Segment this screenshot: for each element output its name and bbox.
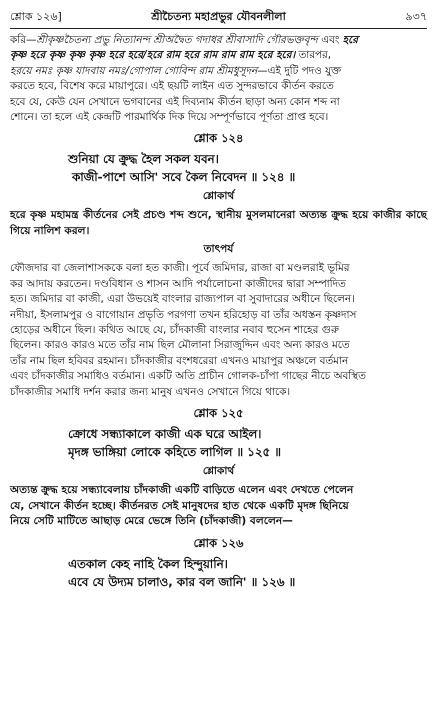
intro-line: করতে হবে, বিশেষ করে মায়াপুরে। এই ছয়টি লাইন এত সুন্দরভাবে কীর্তন করতে [10, 80, 334, 93]
header-divider [10, 28, 427, 29]
translation-line: নিয়ে সেটি মাটিতে আছাড় মেরে ভেঙ্গে তিনি (চাঁদকাজী) বললেন— [10, 515, 293, 528]
intro-paragraph [10, 33, 427, 125]
verse-line: মৃদঙ্গ ভাঙ্গিয়া লোকে কহিতে লাগিল ॥ ১২৫ ॥ [68, 445, 281, 460]
translation-paragraph [10, 483, 427, 530]
translation-line: অত্যন্ত ক্রুদ্ধ হয়ে সন্ধ্যাবেলায় চাঁদকাজী একটি বাড়িতে এলেন এবং দেখতে পেলেন [10, 484, 354, 497]
verse-heading: শ্লোক ১২৬ [193, 535, 244, 550]
verse-line: এতকাল কেহ নাহি কৈল হিন্দুয়ানি। [68, 556, 228, 571]
purport-line: তাঁর নাম ছিল হবিবর রহমান। চাঁদকাজীর বংশধরেরা এখনও মায়াপুর অঞ্চলে বর্তমান [10, 354, 349, 367]
translation-heading: শ্লোকার্থ [202, 190, 235, 203]
purport-line: চাঁদকাজীর সমাধি দর্শন করার জন্য মানুষ এখনও সেখানে গিয়ে থাকে। [10, 385, 291, 398]
verse-heading: শ্লোক ১২৪ [193, 131, 244, 146]
intro-line: শোনে। তা হলে এই কেন্দ্রটি পারমার্থিক দিক দিয়ে সম্পূর্ণভাবে পূর্ণতা প্রাপ্ত হবে। [10, 111, 329, 124]
intro-line: করি—শ্রীকৃষ্ণচৈতন্য প্রভু নিত্যানন্দ শ্রীঅদ্বৈত গদাধর শ্রীবাসাদি গৌরভক্তবৃন্দ এবং হরে [10, 34, 358, 46]
purport-line: ফৌজদার বা জেলাশাসককে বলা হত কাজী। পূর্বে জমিদার, রাজা বা মণ্ডলরাই ভূমির [10, 262, 350, 275]
purport-line: হোড়ের অধীনে ছিল। কথিত আছে যে, চাঁদকাজী বাংলার নবাব হুসেন শাহের গুরু [10, 324, 339, 337]
purport-line: এবং চাঁদকাজীর সমাধিও বর্তমান। একটি অতি প্রাচীন গোলক-চাঁপা গাছের নীচে অবস্থিত [10, 370, 366, 383]
translation-text: হরে কৃষ্ণ মহামন্ত্র কীর্তনের সেই প্রচণ্ড শব্দ শুনে, স্থানীয় মুসলমানেরা অত্যন্ত ক্রুদ্ধ হয়ে কাজীর কাছে গিয়ে নালিশ করল। [10, 209, 427, 237]
translation-line: যে, সেখানে কীর্তন হচ্ছে। কীর্তনরত সেই মানুষদের হাত থেকে একটি মৃদঙ্গ ছিনিয়ে [10, 499, 349, 512]
purport-line: ছিলেন। কারও কারও মতে তাঁর নাম ছিল মৌলানা সিরাজুদ্দিন এবং অন্য কারও মতে [10, 339, 350, 352]
verse-line: এবে যে উদ্যম চালাও, কার বল জানি' ॥ ১২৬ ॥ [68, 574, 296, 589]
page-number: ৯৩৭ [405, 10, 427, 23]
intro-line: হরয়ে নমঃ কৃষ্ণ যাদবায় নমঃ/গোপাল গোবিন্দ রাম শ্রীমধুসূদন—এই দুটি পদও যুক্ত [10, 64, 342, 77]
verse-line: কাজী-পাশে আসি' সবে কৈল নিবেদন ॥ ১২৪ ॥ [72, 170, 296, 185]
purport-line: কর আদায় করতেন। দণ্ডবিধান ও শাসন আদি পর্যালোচনা কাজীদের দ্বারা সম্পাদিত [10, 277, 346, 290]
chapter-title: শ্রীচৈতন্য মহাপ্রভুর যৌবনলীলা [151, 10, 286, 23]
verse-line: ক্রোধে সন্ধ্যাকালে কাজী এক ঘরে আইল। [68, 427, 262, 442]
purport-paragraph [10, 261, 427, 400]
verse-reference: শ্লোক ১২৬] [10, 10, 62, 23]
purport-line: নদীয়া, ইসলামপুর ও বাগোয়ান প্রভৃতি পরগণা তখন হরিহোড় বা তাঁর অধস্তন কৃষ্ণদাস [10, 308, 357, 321]
page-header [10, 6, 427, 26]
translation-heading: শ্লোকার্থ [202, 465, 235, 478]
purport-heading: তাৎপর্য [203, 243, 234, 256]
verse-heading: শ্লোক ১২৫ [193, 406, 244, 421]
intro-line: হবে যে, কেউ যেন সেখানে ভগবানের এই দিব্যনাম কীর্তন ছাড়া অন্য কোন শব্দ না [10, 95, 340, 108]
intro-line: কৃষ্ণ হরে কৃষ্ণ কৃষ্ণ কৃষ্ণ হরে হরে/হরে রাম হরে রাম রাম রাম হরে হরে। তারপর, [10, 49, 332, 62]
verse-line: শুনিয়া যে ক্রুদ্ধ হৈল সকল যবন। [68, 152, 219, 167]
purport-line: হত। জমিদার বা কাজী, এরা উভয়েই বাংলার রাজ্যপাল বা সুবাদারের অধীনে ছিলেন। [10, 293, 355, 306]
